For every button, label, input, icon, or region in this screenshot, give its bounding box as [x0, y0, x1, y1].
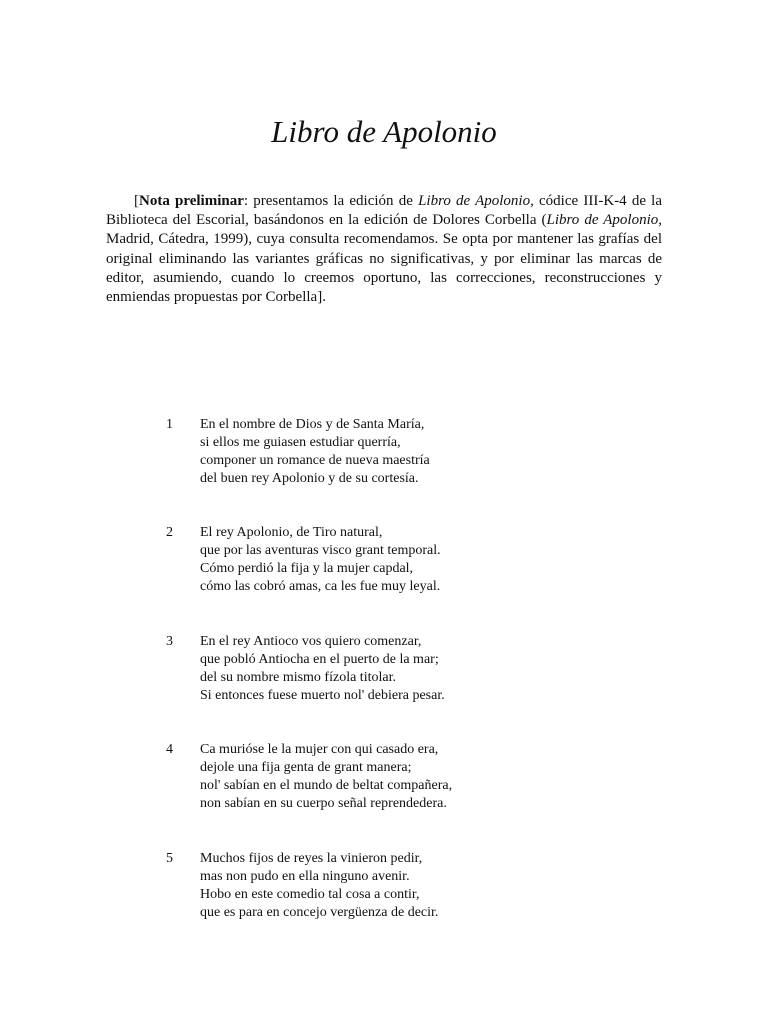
- verse-line: que pobló Antiocha en el puerto de la mar;: [200, 652, 439, 667]
- stanza-lines: [200, 416, 620, 488]
- stanza-number: 2: [166, 525, 173, 540]
- verse-line: En el rey Antioco vos quiero comenzar,: [200, 634, 422, 649]
- stanza-number: 1: [166, 417, 173, 432]
- document-title: Libro de Apolonio: [271, 114, 497, 149]
- stanza-lines: [200, 741, 620, 813]
- stanza-lines: [200, 633, 620, 705]
- verse-line: non sabían en su cuerpo señal reprendedera.: [200, 796, 447, 811]
- note-italic-2: Libro de Apolonio: [546, 212, 659, 229]
- verse-line: mas non pudo en ella ninguno avenir.: [200, 869, 410, 884]
- verse-line: Ca murióse le la mujer con qui casado era,: [200, 742, 439, 757]
- verse-line: Muchos fijos de reyes la vinieron pedir,: [200, 851, 423, 866]
- note-open-bracket: [: [134, 193, 139, 209]
- verse-line: si ellos me guiasen estudiar querría,: [200, 435, 401, 450]
- verse-line: El rey Apolonio, de Tiro natural,: [200, 525, 383, 540]
- stanza-number: 3: [166, 634, 173, 649]
- note-text-2: , códice III-K-4 de la Biblioteca del Escorial, basándonos en la edición de Dolores Corbella (: [106, 193, 662, 229]
- verse-line: cómo las cobró amas, ca les fue muy leyal.: [200, 579, 441, 594]
- verse-line: componer un romance de nueva maestría: [200, 453, 430, 468]
- stanza-number: 4: [166, 742, 173, 757]
- note-text-3: , Madrid, Cátedra, 1999), cuya consulta recomendamos. Se opta por mantener las grafías del original eliminando las variantes gráficas no significativas, y por eliminar las marcas de editor, asumiendo, cuando lo creemos oportuno, las correcciones, reconstrucciones y enmiendas propuestas por Corbella].: [106, 212, 662, 306]
- note-text-1: : presentamos la edición de: [243, 193, 419, 209]
- verse-line: Hobo en este comedio tal cosa a contir,: [200, 887, 420, 902]
- verse-line: del buen rey Apolonio y de su cortesía.: [200, 471, 419, 486]
- note-label: Nota preliminar: [139, 193, 244, 209]
- verse-line: Si entonces fuese muerto nol' debiera pesar.: [200, 688, 445, 703]
- note-italic-1: Libro de Apolonio: [418, 193, 531, 209]
- preliminary-note: [106, 192, 662, 307]
- stanza-lines: [200, 524, 620, 596]
- verse-line: que es para en concejo vergüenza de decir.: [200, 905, 439, 920]
- stanza-number: 5: [166, 851, 173, 866]
- verse-line: que por las aventuras visco grant temporal.: [200, 543, 441, 558]
- verse-line: dejole una fija genta de grant manera;: [200, 760, 412, 775]
- verse-line: del su nombre mismo fízola titolar.: [200, 670, 396, 685]
- stanza-lines: [200, 850, 620, 922]
- verse-line: En el nombre de Dios y de Santa María,: [200, 417, 425, 432]
- verse-line: nol' sabían en el mundo de beltat compañera,: [200, 778, 453, 793]
- verse-line: Cómo perdió la fija y la mujer capdal,: [200, 561, 414, 576]
